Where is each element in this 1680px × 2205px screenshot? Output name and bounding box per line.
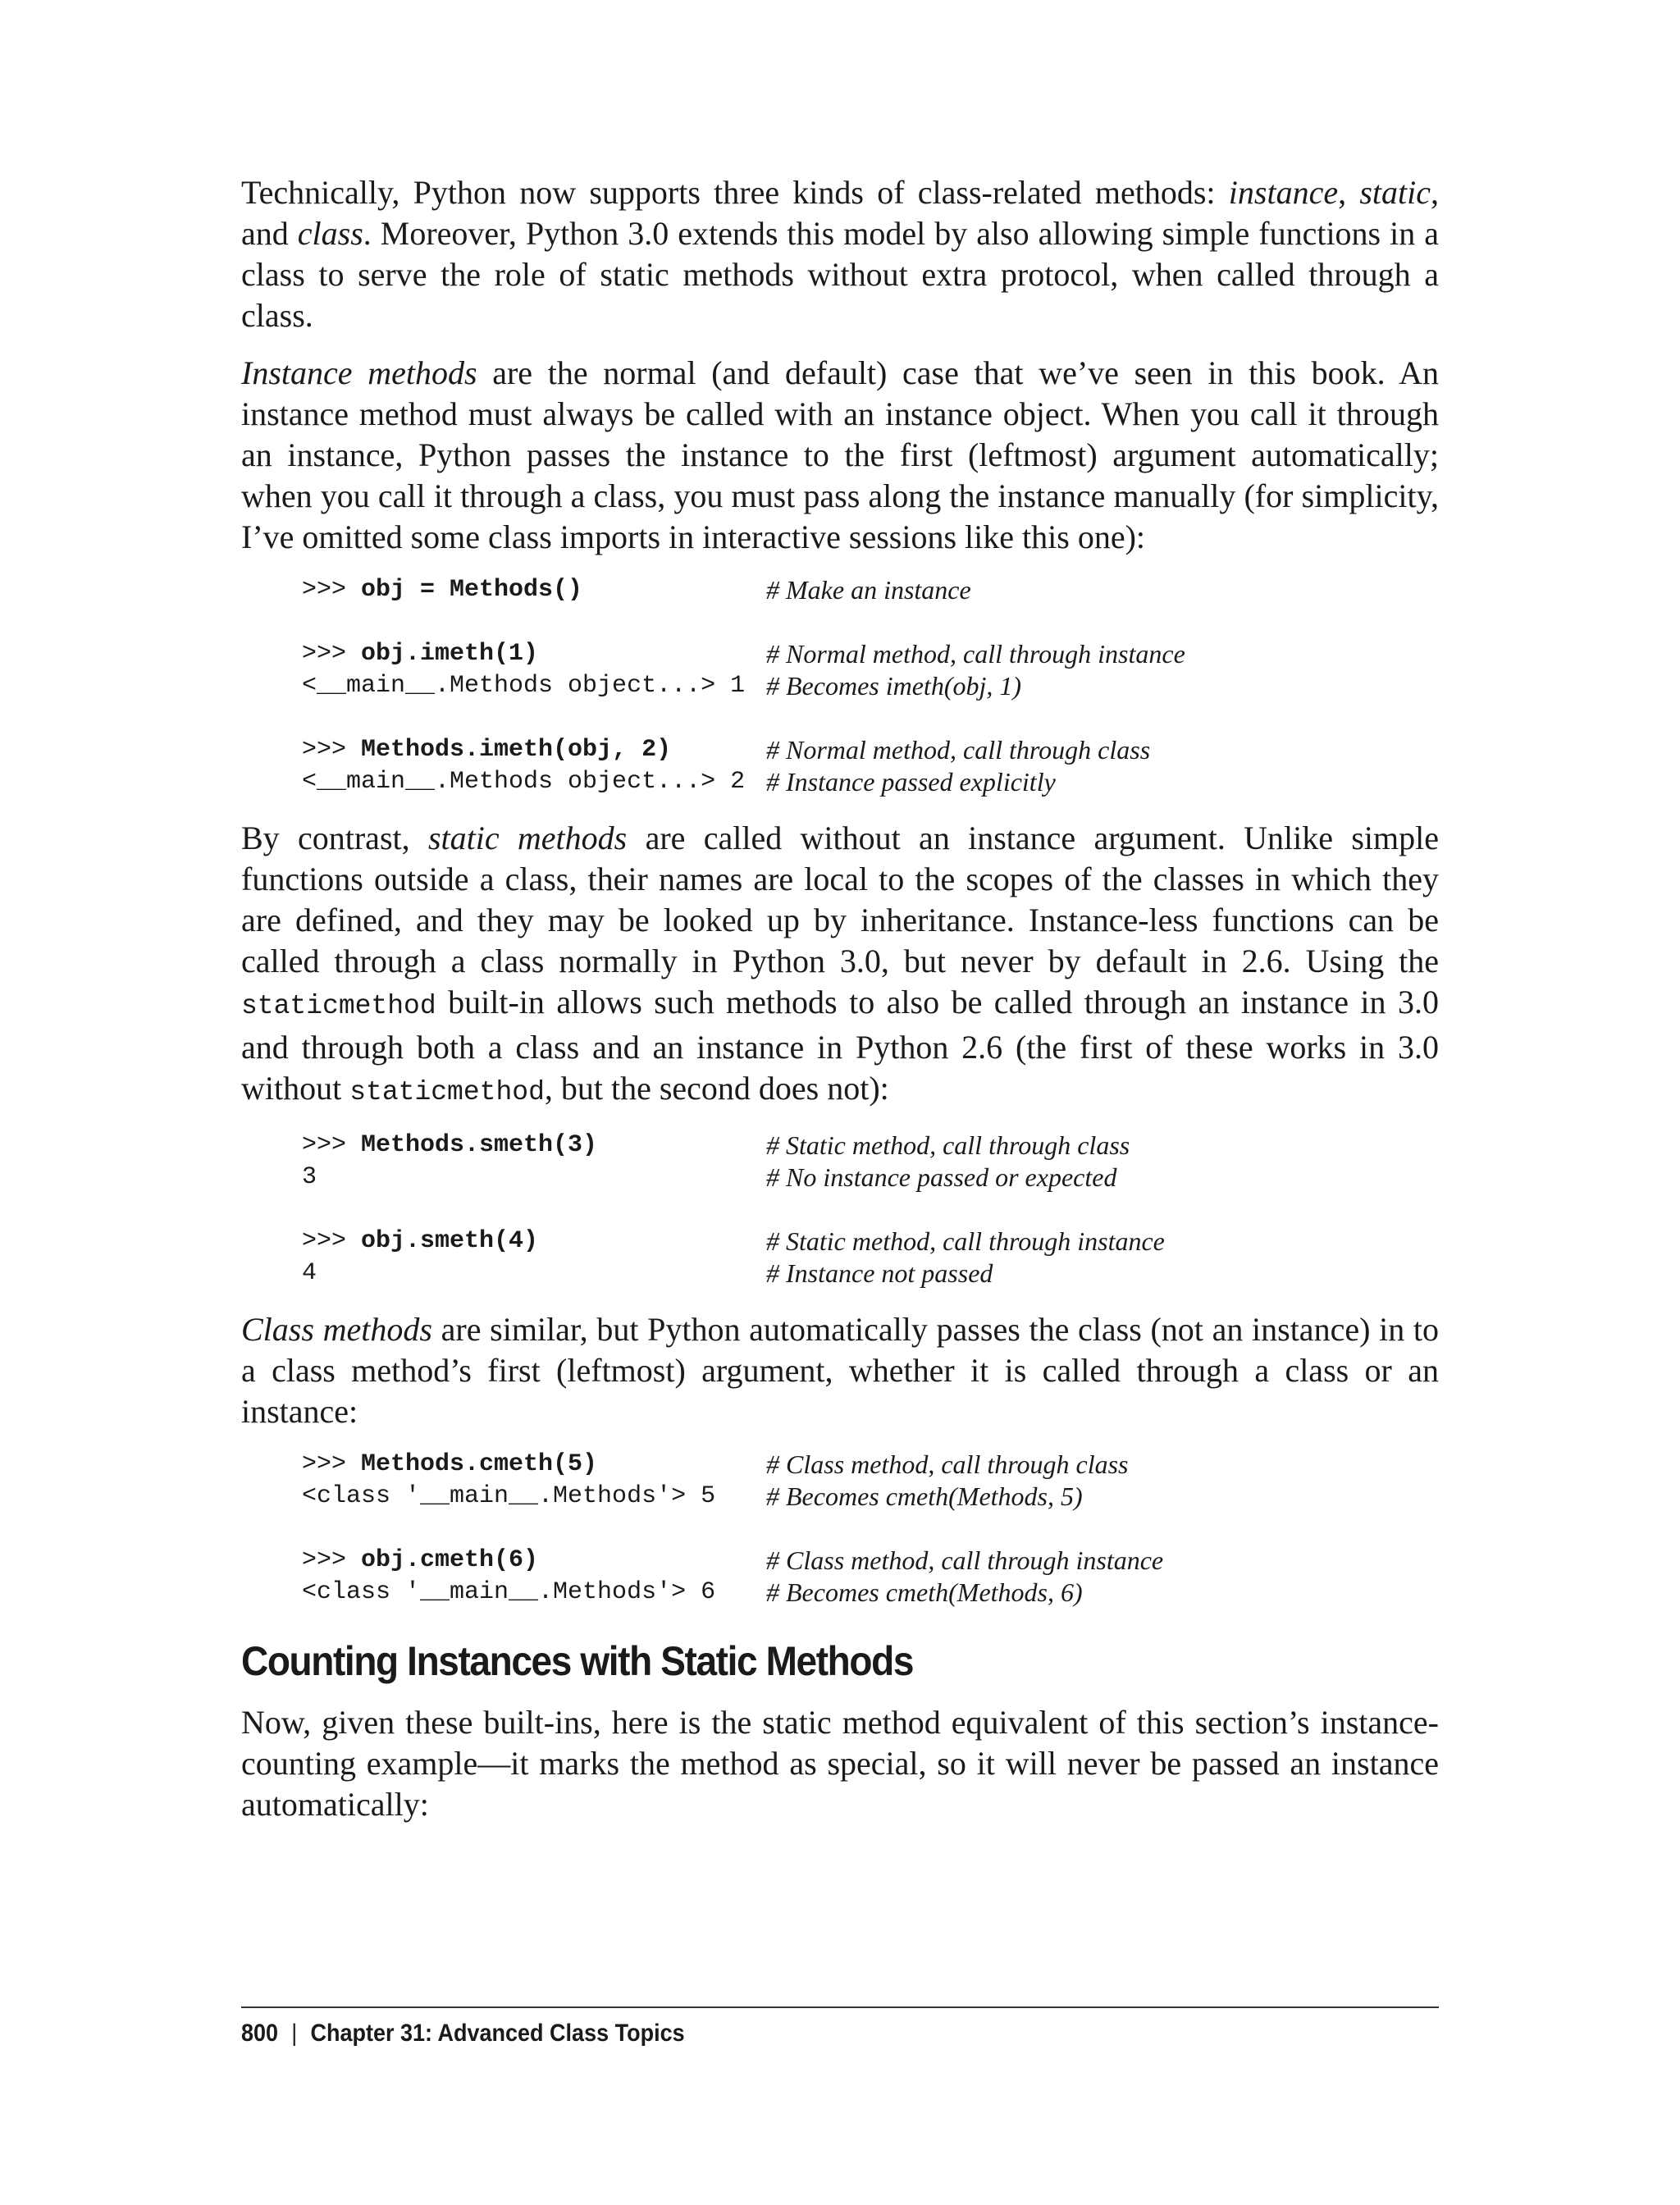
code-text [302, 1481, 766, 1513]
code-gap [302, 1513, 1439, 1545]
code-comment: # Class method, call through class [766, 1449, 1129, 1479]
paragraph-counting: Now, given these built-ins, here is the static method equivalent of this section’s instance-counting example—it marks the method as special, so it will never be passed an instance automatically: [241, 1704, 1439, 1823]
code-prompt: >>> [302, 1546, 362, 1574]
code-text [302, 1162, 766, 1194]
chapter-title: Chapter 31: Advanced Class Topics [310, 2020, 685, 2047]
code-line [302, 1130, 1439, 1162]
text: Technically, Python now supports three kinds of class-related methods: [241, 174, 1229, 211]
code-comment: # Static method, call through class [766, 1130, 1130, 1160]
emphasis: instance [1228, 174, 1339, 211]
code-text [302, 1577, 766, 1609]
code-gap [302, 1194, 1439, 1226]
code-prompt: >>> [302, 1131, 362, 1159]
page-content [241, 172, 1439, 1842]
code-comment: # Static method, call through instance [766, 1226, 1165, 1256]
code-line [302, 1226, 1439, 1258]
page-footer [241, 2020, 685, 2048]
paragraph-method-kinds [241, 172, 1439, 336]
text: built-in allows such methods to also be called through an instance in 3.0 and through both a class and an instance in Python 2.6 (the first of these works in 3.0 without [241, 984, 1439, 1107]
code-input: obj.smeth(4) [361, 1227, 539, 1255]
code-comment: # No instance passed or expected [766, 1162, 1117, 1192]
code-line [302, 734, 1439, 766]
text: , and [241, 174, 1439, 252]
code-prompt: >>> [302, 736, 362, 764]
code-text [302, 1545, 766, 1577]
code-output: <class '__main__.Methods'> 5 [302, 1482, 716, 1510]
code-comment: # Instance not passed [766, 1258, 993, 1288]
code-block-static [241, 1130, 1439, 1290]
code-input: Methods.smeth(3) [361, 1131, 598, 1159]
text: are called without an instance argument. Unlike simple functions outside a class, their names are local to the scopes of the classes in which they are defined, and they may be looked up by inheritance. Instance-less functions can be called through a class normally in Python 3.0, but never by default in 2.6. Using the [241, 819, 1439, 979]
code-comment: # Normal method, call through class [766, 735, 1151, 765]
text: , but the second does not): [544, 1070, 889, 1107]
code-line [302, 670, 1439, 702]
paragraph-static-methods [241, 818, 1439, 1113]
footer-rule [241, 2006, 1439, 2008]
code-input: obj.imeth(1) [361, 640, 539, 668]
code-prompt: >>> [302, 1450, 362, 1478]
code-output: 3 [302, 1163, 317, 1191]
code-comment: # Becomes cmeth(Methods, 6) [766, 1577, 1083, 1607]
paragraph-class-methods [241, 1309, 1439, 1432]
code-block-class [241, 1449, 1439, 1609]
code-prompt: >>> [302, 640, 362, 668]
emphasis: static [1359, 174, 1431, 211]
code-input: Methods.cmeth(5) [361, 1450, 598, 1478]
code-output: <__main__.Methods object...> 2 [302, 768, 746, 796]
code-line [302, 574, 1439, 606]
code-output: 4 [302, 1259, 317, 1287]
paragraph-instance-methods [241, 353, 1439, 558]
emphasis: Instance methods [241, 354, 477, 391]
page-number: 800 [241, 2020, 279, 2047]
code-comment: # Becomes cmeth(Methods, 5) [766, 1481, 1083, 1511]
code-text [302, 1226, 766, 1258]
emphasis: class [297, 215, 363, 252]
code-input: obj = Methods() [361, 576, 583, 604]
code-text [302, 1130, 766, 1162]
code-text [302, 766, 766, 798]
text: are similar, but Python automatically passes the class (not an instance) in to a class method’s first (leftmost) argument, whether it is called through a class or an instance: [241, 1311, 1439, 1430]
code-output: <class '__main__.Methods'> 6 [302, 1578, 716, 1606]
code-line [302, 1162, 1439, 1194]
code-line [302, 1258, 1439, 1290]
code-line [302, 638, 1439, 670]
text: are the normal (and default) case that we’ve seen in this book. An instance method must always be called with an instance object. When you call it through an instance, Python passes the instance to the first (leftmost) argument automatically; when you call it through a class, you must pass along the instance manually (for simplicity, I’ve omitted some class imports in interactive sessions like this one): [241, 354, 1439, 555]
code-line [302, 1577, 1439, 1609]
code-input: obj.cmeth(6) [361, 1546, 539, 1574]
code-text [302, 1449, 766, 1481]
code-output: <__main__.Methods object...> 1 [302, 672, 746, 700]
code-text [302, 1258, 766, 1290]
text: By contrast, [241, 819, 428, 856]
code-input: Methods.imeth(obj, 2) [361, 736, 672, 764]
code-line [302, 1481, 1439, 1513]
inline-code: staticmethod [349, 1077, 545, 1107]
text: , [1338, 174, 1360, 211]
code-text [302, 670, 766, 702]
code-comment: # Class method, call through instance [766, 1545, 1164, 1575]
code-block-instance [241, 574, 1439, 798]
section-heading: Counting Instances with Static Methods [241, 1638, 914, 1684]
footer-separator: | [291, 2020, 298, 2047]
code-line [302, 766, 1439, 798]
code-line [302, 1449, 1439, 1481]
code-gap [302, 702, 1439, 734]
code-prompt: >>> [302, 1227, 362, 1255]
emphasis: static methods [427, 819, 628, 856]
code-text [302, 638, 766, 670]
code-gap [302, 606, 1439, 638]
code-text [302, 734, 766, 766]
emphasis: Class methods [241, 1311, 432, 1348]
code-comment: # Normal method, call through instance [766, 639, 1185, 669]
code-line [302, 1545, 1439, 1577]
code-comment: # Instance passed explicitly [766, 767, 1056, 797]
code-prompt: >>> [302, 576, 362, 604]
code-comment: # Becomes imeth(obj, 1) [766, 671, 1022, 701]
text: . Moreover, Python 3.0 extends this model by also allowing simple functions in a class to serve the role of static methods without extra protocol, when called through a class. [241, 215, 1439, 334]
code-comment: # Make an instance [766, 575, 971, 605]
code-text [302, 574, 766, 606]
inline-code: staticmethod [241, 991, 436, 1021]
